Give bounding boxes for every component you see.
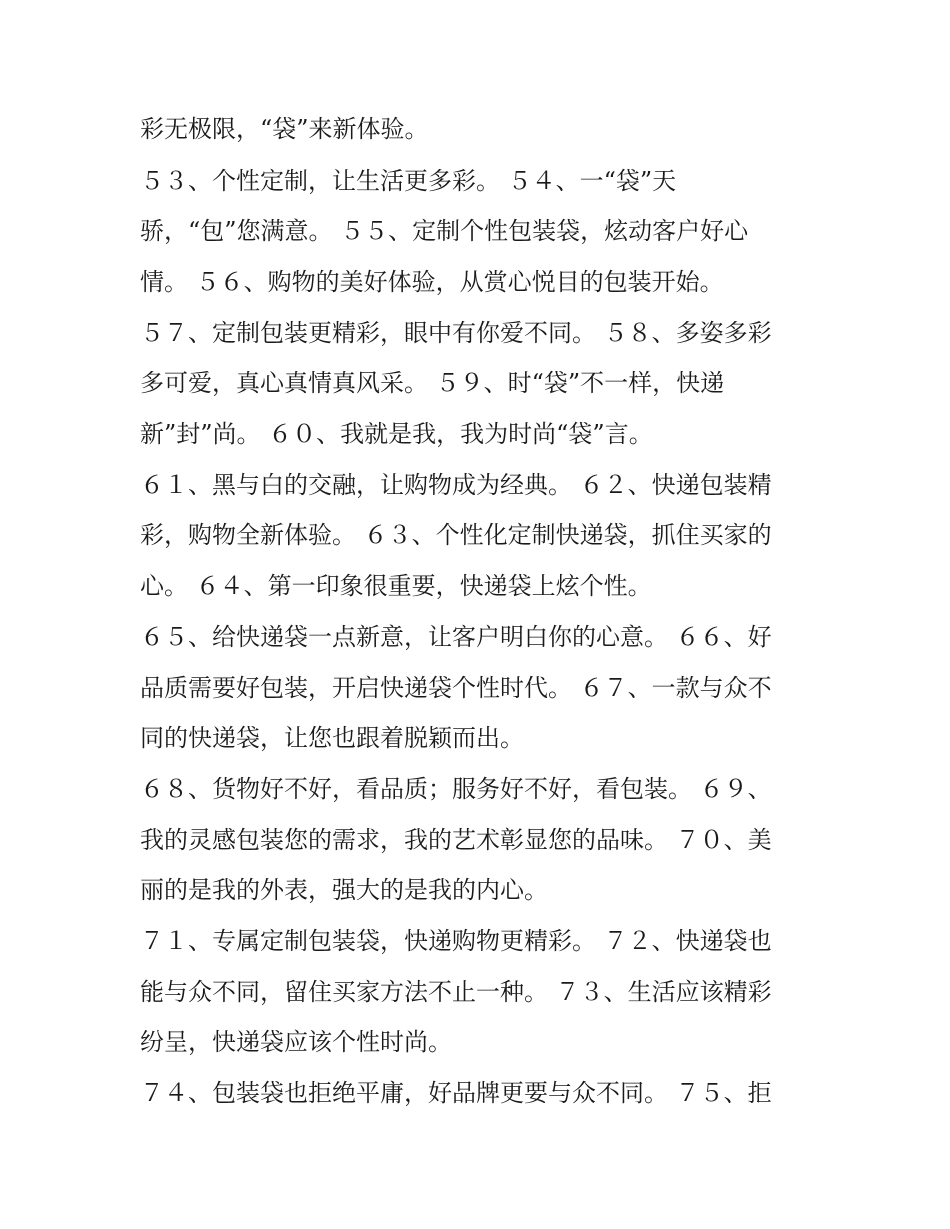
text-line: 彩无极限，“袋”来新体验。 bbox=[140, 115, 429, 143]
text-line: ６５、给快递袋一点新意，让客户明白你的心意。 ６６、好 bbox=[140, 623, 772, 651]
text-line: 纷呈，快递袋应该个性时尚。 bbox=[140, 1028, 452, 1056]
text-line: ７４、包装袋也拒绝平庸，好品牌更要与众不同。 ７５、拒 bbox=[140, 1079, 772, 1107]
text-line: ５３、个性定制，让生活更多彩。 ５４、一“袋”天 bbox=[140, 167, 677, 195]
text-line: ６１、黑与白的交融，让购物成为经典。 ６２、快递包装精 bbox=[140, 471, 772, 499]
text-line: 丽的是我的外表，强大的是我的内心。 bbox=[140, 876, 548, 904]
text-line: 新”封”尚。 ６０、我就是我，我为时尚“袋”言。 bbox=[140, 420, 653, 448]
text-line: 品质需要好包装，开启快递袋个性时代。 ６７、一款与众不 bbox=[140, 674, 772, 702]
text-line: 多可爱，真心真情真风采。 ５９、时“袋”不一样，快递 bbox=[140, 369, 725, 397]
text-line: 同的快递袋，让您也跟着脱颖而出。 bbox=[140, 724, 524, 752]
text-line: 我的灵感包装您的需求，我的艺术彰显您的品味。 ７０、美 bbox=[140, 826, 772, 854]
text-line: 能与众不同，留住买家方法不止一种。 ７３、生活应该精彩 bbox=[140, 978, 772, 1006]
text-line: 心。 ６４、第一印象很重要，快递袋上炫个性。 bbox=[140, 572, 652, 600]
text-line: ７１、专属定制包装袋，快递购物更精彩。 ７２、快递袋也 bbox=[140, 927, 772, 955]
text-line: 骄，“包”您满意。 ５５、定制个性包装袋，炫动客户好心 bbox=[140, 217, 749, 245]
text-line: ５７、定制包装更精彩，眼中有你爱不同。 ５８、多姿多彩 bbox=[140, 319, 772, 347]
text-line: ６８、货物好不好，看品质；服务好不好，看包装。 ６９、 bbox=[140, 775, 772, 803]
text-line: 情。 ５６、购物的美好体验，从赏心悦目的包装开始。 bbox=[140, 268, 724, 296]
text-line: 彩，购物全新体验。 ６３、个性化定制快递袋，抓住买家的 bbox=[140, 521, 772, 549]
